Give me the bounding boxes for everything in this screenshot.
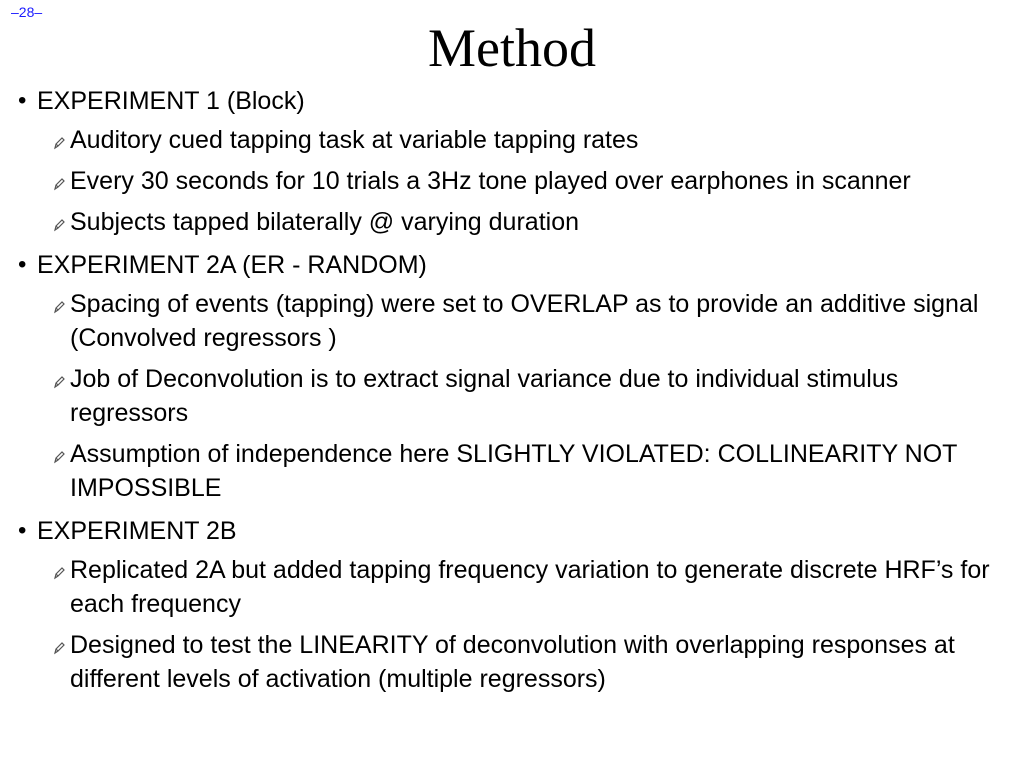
sub-bullet-text: Every 30 seconds for 10 trials a 3Hz tone played over earphones in scanner (70, 167, 911, 195)
pencil-icon (53, 375, 65, 389)
slide-number: –28– (11, 4, 43, 20)
sub-bullet-item (18, 205, 1022, 239)
sub-bullet-text: Spacing of events (tapping) were set to OVERLAP as to provide an additive signal (Convolved regressors ) (70, 290, 979, 352)
sub-bullet-text: Designed to test the LINEARITY of deconvolution with overlapping responses at different levels of activation (multiple regressors) (70, 631, 955, 693)
sub-bullet-item (18, 123, 1022, 157)
bullet-icon: • (18, 517, 27, 544)
slide-title: Method (428, 18, 596, 78)
pencil-icon (53, 300, 65, 314)
sub-bullet-item (18, 628, 1022, 696)
pencil-icon (53, 218, 65, 232)
bullet-icon: • (18, 87, 27, 114)
pencil-icon (53, 177, 65, 191)
sub-bullet-text: Job of Deconvolution is to extract signal variance due to individual stimulus regressors (70, 365, 899, 427)
slide-content (18, 86, 1022, 696)
sub-bullet-text: Auditory cued tapping task at variable tapping rates (70, 126, 639, 154)
bullet-experiment-2b (18, 516, 1022, 546)
sub-bullet-item (18, 362, 1022, 430)
sub-bullet-text: Replicated 2A but added tapping frequency variation to generate discrete HRF’s for each frequency (70, 556, 990, 618)
pencil-icon (53, 641, 65, 655)
bullet-heading: EXPERIMENT 1 (Block) (37, 87, 305, 115)
pencil-icon (53, 136, 65, 150)
sub-bullet-text: Subjects tapped bilaterally @ varying duration (70, 208, 579, 236)
bullet-experiment-2a (18, 250, 1022, 280)
pencil-icon (53, 450, 65, 464)
bullet-experiment-1 (18, 86, 1022, 116)
bullet-icon: • (18, 251, 27, 278)
sub-bullet-item (18, 287, 1022, 355)
pencil-icon (53, 566, 65, 580)
sub-bullet-item (18, 437, 1022, 505)
bullet-heading: EXPERIMENT 2B (37, 517, 237, 545)
sub-bullet-item (18, 164, 1022, 198)
sub-bullet-item (18, 553, 1022, 621)
sub-bullet-text: Assumption of independence here SLIGHTLY VIOLATED: COLLINEARITY NOT IMPOSSIBLE (70, 440, 957, 502)
bullet-heading: EXPERIMENT 2A (ER - RANDOM) (37, 251, 427, 279)
